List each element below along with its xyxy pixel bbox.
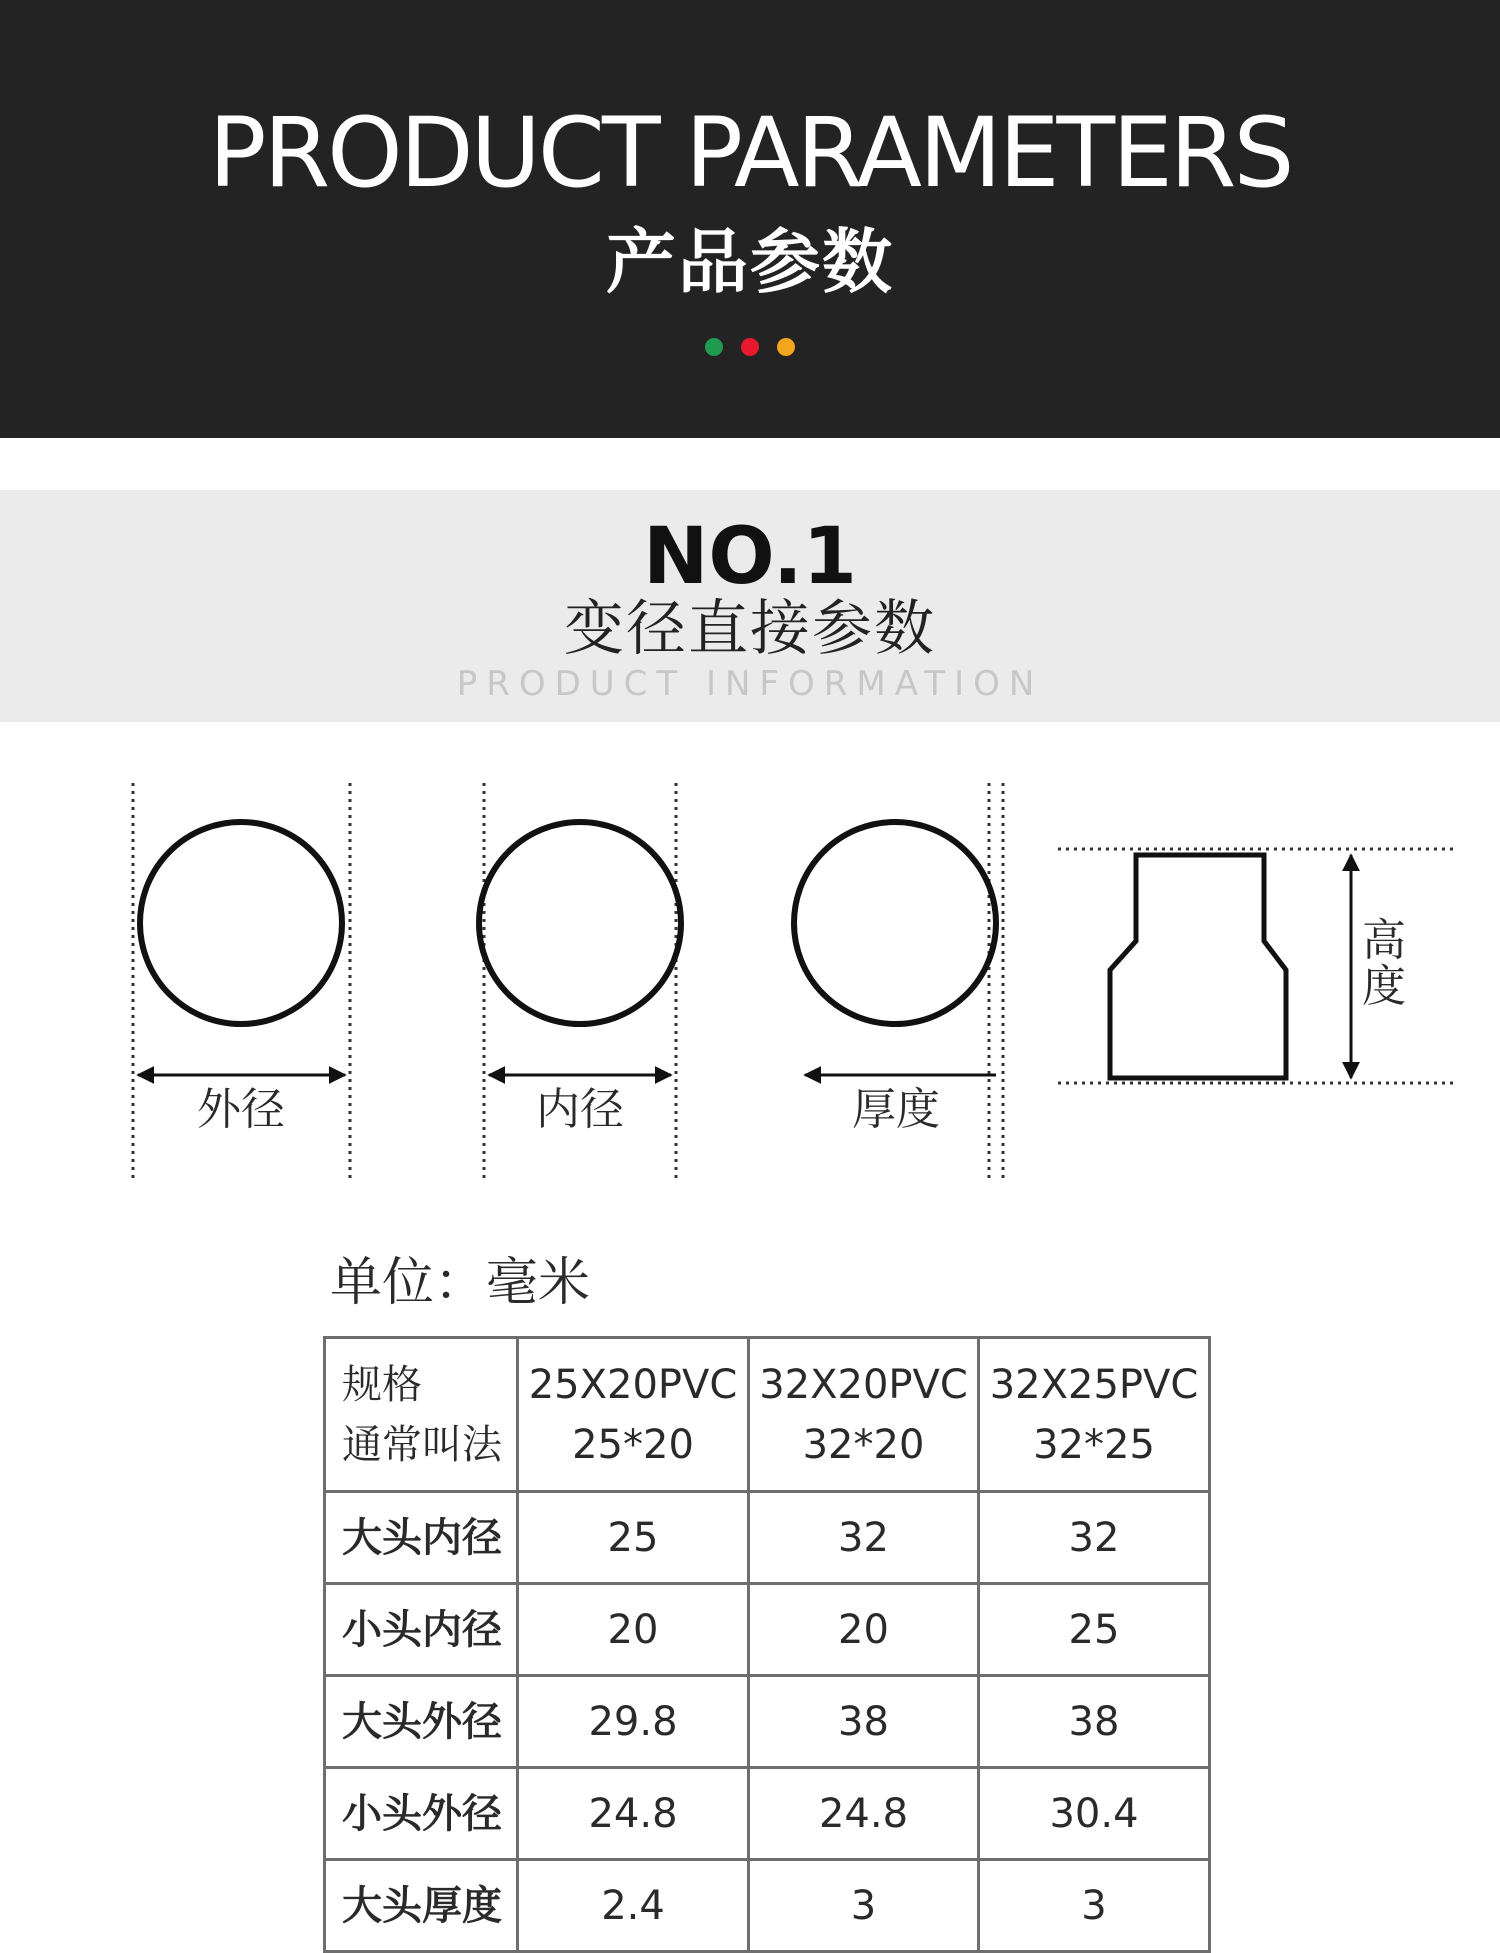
table-cell: 25 bbox=[518, 1492, 749, 1584]
orange-dot bbox=[777, 338, 795, 356]
header-common-name: 25*20 bbox=[572, 1421, 694, 1468]
thickness-circle bbox=[794, 822, 996, 1024]
inner-circle bbox=[479, 822, 681, 1024]
table-row bbox=[325, 1584, 1210, 1676]
outer-circle bbox=[140, 822, 342, 1024]
header-common-name: 32*20 bbox=[802, 1421, 925, 1468]
banner-title: PRODUCT PARAMETERS bbox=[208, 97, 1292, 209]
table-header-cell bbox=[749, 1338, 979, 1492]
section-subtitle-en: PRODUCT INFORMATION bbox=[456, 664, 1044, 704]
row-label: 小头外径 bbox=[325, 1768, 518, 1860]
table-header-cell bbox=[518, 1338, 749, 1492]
red-dot bbox=[741, 338, 759, 356]
row-label: 大头厚度 bbox=[325, 1860, 518, 1952]
table-cell: 2.4 bbox=[518, 1860, 749, 1952]
table-row bbox=[325, 1492, 1210, 1584]
table-cell: 3 bbox=[979, 1860, 1210, 1952]
table-cell: 20 bbox=[749, 1584, 979, 1676]
header-common-name: 32*25 bbox=[1033, 1421, 1155, 1468]
table-cell: 3 bbox=[749, 1860, 979, 1952]
outer-diameter-label: 外径 bbox=[197, 1084, 285, 1135]
row-label: 小头内径 bbox=[325, 1584, 518, 1676]
green-dot bbox=[705, 338, 723, 356]
table-cell: 32 bbox=[979, 1492, 1210, 1584]
banner-subtitle: 产品参数 bbox=[606, 221, 894, 303]
header-label-line1: 规格 bbox=[342, 1361, 422, 1408]
header-label-line2: 通常叫法 bbox=[342, 1421, 502, 1468]
table-cell: 38 bbox=[749, 1676, 979, 1768]
header-spec: 25X20PVC bbox=[528, 1361, 738, 1408]
table-header-row bbox=[325, 1338, 1210, 1492]
header-spec: 32X25PVC bbox=[989, 1361, 1199, 1408]
spec-table bbox=[323, 1336, 1211, 1953]
reducer-shape bbox=[1110, 855, 1286, 1078]
unit-label: 单位：毫米 bbox=[330, 1253, 591, 1313]
decorative-dots bbox=[0, 338, 1500, 356]
height-label: 高度 bbox=[1362, 915, 1406, 1012]
inner-diameter-label: 内径 bbox=[536, 1084, 624, 1135]
row-label: 大头内径 bbox=[325, 1492, 518, 1584]
section-title: 变径直接参数 bbox=[564, 594, 936, 664]
table-cell: 24.8 bbox=[518, 1768, 749, 1860]
table-cell: 29.8 bbox=[518, 1676, 749, 1768]
header-banner bbox=[0, 0, 1500, 438]
row-label: 大头外径 bbox=[325, 1676, 518, 1768]
table-cell: 25 bbox=[979, 1584, 1210, 1676]
header-spec: 32X20PVC bbox=[759, 1361, 968, 1408]
section-number: NO.1 bbox=[643, 512, 857, 602]
table-header-cell bbox=[979, 1338, 1210, 1492]
table-cell: 30.4 bbox=[979, 1768, 1210, 1860]
table-cell: 32 bbox=[749, 1492, 979, 1584]
thickness-label: 厚度 bbox=[852, 1084, 940, 1135]
table-row bbox=[325, 1860, 1210, 1952]
table-row bbox=[325, 1768, 1210, 1860]
table-cell: 38 bbox=[979, 1676, 1210, 1768]
table-row bbox=[325, 1676, 1210, 1768]
table-header-label bbox=[325, 1338, 518, 1492]
table-cell: 24.8 bbox=[749, 1768, 979, 1860]
table-cell: 20 bbox=[518, 1584, 749, 1676]
